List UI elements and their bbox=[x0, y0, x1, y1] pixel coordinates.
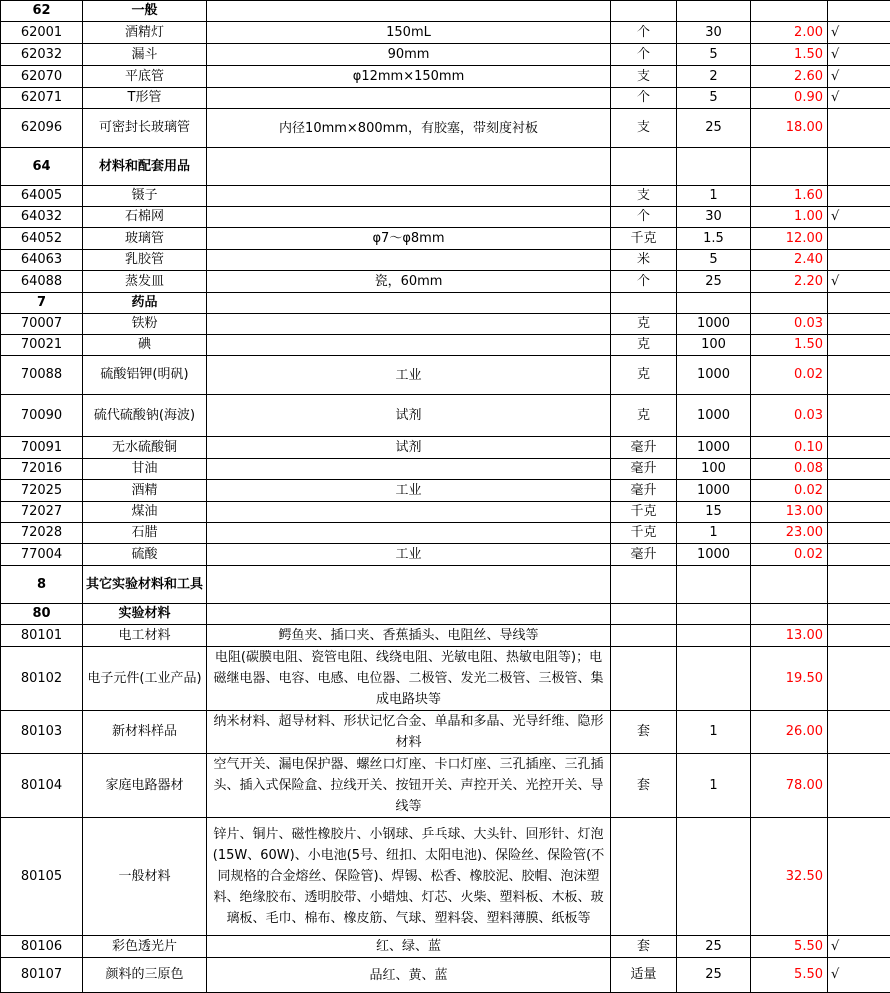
item-check-cell: √ bbox=[828, 936, 890, 958]
item-unit-cell: 千克 bbox=[611, 502, 677, 523]
item-name-cell: 彩色透光片 bbox=[83, 936, 207, 958]
item-qty-cell bbox=[677, 293, 751, 314]
item-check-cell bbox=[828, 544, 890, 566]
item-name-cell: 药品 bbox=[83, 293, 207, 314]
item-unit-cell: 千克 bbox=[611, 523, 677, 544]
category-row bbox=[1, 1, 890, 22]
item-check-cell bbox=[828, 480, 890, 502]
item-code-cell: 70090 bbox=[1, 395, 83, 437]
item-check-cell bbox=[828, 604, 890, 625]
item-check-cell: √ bbox=[828, 958, 890, 993]
table-row bbox=[1, 936, 890, 958]
item-price-cell: 5.50 bbox=[751, 936, 828, 958]
item-unit-cell: 毫升 bbox=[611, 480, 677, 502]
item-name-cell: 甘油 bbox=[83, 459, 207, 480]
item-spec-cell bbox=[207, 88, 611, 109]
table-row bbox=[1, 228, 890, 250]
item-unit-cell: 适量 bbox=[611, 958, 677, 993]
item-spec-cell: 工业 bbox=[207, 480, 611, 502]
item-spec-cell: 鳄鱼夹、插口夹、香蕉插头、电阻丝、导线等 bbox=[207, 625, 611, 647]
item-price-cell: 1.50 bbox=[751, 335, 828, 356]
item-spec-cell: 红、绿、蓝 bbox=[207, 936, 611, 958]
item-code-cell: 64 bbox=[1, 148, 83, 186]
item-qty-cell: 1000 bbox=[677, 544, 751, 566]
item-check-cell bbox=[828, 523, 890, 544]
item-price-cell: 1.00 bbox=[751, 207, 828, 228]
table-row bbox=[1, 818, 890, 936]
item-check-cell bbox=[828, 818, 890, 936]
item-unit-cell: 个 bbox=[611, 22, 677, 44]
item-code-cell: 72016 bbox=[1, 459, 83, 480]
item-qty-cell bbox=[677, 818, 751, 936]
table-row bbox=[1, 22, 890, 44]
item-check-cell bbox=[828, 250, 890, 271]
item-name-cell: 无水硫酸铜 bbox=[83, 437, 207, 459]
item-price-cell: 0.10 bbox=[751, 437, 828, 459]
item-spec-cell: φ7～φ8mm bbox=[207, 228, 611, 250]
item-name-cell: 石棉网 bbox=[83, 207, 207, 228]
item-code-cell: 80 bbox=[1, 604, 83, 625]
item-unit-cell: 克 bbox=[611, 356, 677, 395]
item-unit-cell: 支 bbox=[611, 66, 677, 88]
item-unit-cell bbox=[611, 604, 677, 625]
item-qty-cell: 1000 bbox=[677, 437, 751, 459]
item-unit-cell: 毫升 bbox=[611, 459, 677, 480]
item-qty-cell bbox=[677, 647, 751, 711]
item-code-cell: 64063 bbox=[1, 250, 83, 271]
item-check-cell bbox=[828, 502, 890, 523]
item-price-cell: 0.02 bbox=[751, 544, 828, 566]
table-row bbox=[1, 314, 890, 335]
item-qty-cell: 30 bbox=[677, 207, 751, 228]
item-code-cell: 62070 bbox=[1, 66, 83, 88]
item-qty-cell: 30 bbox=[677, 22, 751, 44]
item-check-cell bbox=[828, 459, 890, 480]
item-code-cell: 77004 bbox=[1, 544, 83, 566]
item-qty-cell: 100 bbox=[677, 335, 751, 356]
item-check-cell bbox=[828, 395, 890, 437]
item-code-cell: 80102 bbox=[1, 647, 83, 711]
item-spec-cell: 品红、黄、蓝 bbox=[207, 958, 611, 993]
item-unit-cell: 米 bbox=[611, 250, 677, 271]
table-row bbox=[1, 356, 890, 395]
item-name-cell: 酒精 bbox=[83, 480, 207, 502]
item-code-cell: 70088 bbox=[1, 356, 83, 395]
item-name-cell: 新材料样品 bbox=[83, 711, 207, 754]
item-spec-cell: 瓷，60mm bbox=[207, 271, 611, 293]
item-spec-cell bbox=[207, 502, 611, 523]
item-spec-cell: 锌片、铜片、磁性橡胶片、小钢球、乒乓球、大头针、回形针、灯泡(15W、60W)、小电池(5号、纽扣、太阳电池)、保险丝、保险管(不同规格的合金熔丝、保险管)、焊锡、松香、橡胶泥、胶帽、泡沫塑料、绝缘胶布、透明胶带、小蜡烛、灯芯、火柴、塑料板、木板、玻璃板、毛巾、棉布、橡皮筋、气球、塑料袋、塑料薄膜、纸板等 bbox=[207, 818, 611, 936]
item-check-cell bbox=[828, 293, 890, 314]
item-unit-cell bbox=[611, 566, 677, 604]
item-check-cell bbox=[828, 314, 890, 335]
item-unit-cell: 克 bbox=[611, 395, 677, 437]
table-row bbox=[1, 271, 890, 293]
item-unit-cell: 个 bbox=[611, 271, 677, 293]
item-spec-cell bbox=[207, 1, 611, 22]
item-qty-cell: 5 bbox=[677, 44, 751, 66]
item-qty-cell: 1000 bbox=[677, 480, 751, 502]
item-spec-cell bbox=[207, 207, 611, 228]
item-spec-cell: 150mL bbox=[207, 22, 611, 44]
item-code-cell: 64032 bbox=[1, 207, 83, 228]
item-qty-cell bbox=[677, 566, 751, 604]
item-name-cell: 硫酸 bbox=[83, 544, 207, 566]
item-code-cell: 80106 bbox=[1, 936, 83, 958]
item-code-cell: 72028 bbox=[1, 523, 83, 544]
item-spec-cell: 试剂 bbox=[207, 395, 611, 437]
item-code-cell: 80105 bbox=[1, 818, 83, 936]
table-row bbox=[1, 958, 890, 993]
item-code-cell: 62096 bbox=[1, 109, 83, 148]
item-name-cell: 电子元件(工业产品) bbox=[83, 647, 207, 711]
item-check-cell: √ bbox=[828, 22, 890, 44]
item-spec-cell bbox=[207, 293, 611, 314]
table-row bbox=[1, 88, 890, 109]
item-name-cell: 碘 bbox=[83, 335, 207, 356]
item-name-cell: 镊子 bbox=[83, 186, 207, 207]
item-spec-cell: 空气开关、漏电保护器、螺丝口灯座、卡口灯座、三孔插座、三孔插头、插入式保险盒、拉线开关、按钮开关、声控开关、光控开关、导线等 bbox=[207, 754, 611, 818]
item-spec-cell: 工业 bbox=[207, 356, 611, 395]
item-qty-cell: 1 bbox=[677, 711, 751, 754]
item-price-cell: 1.60 bbox=[751, 186, 828, 207]
table-row bbox=[1, 711, 890, 754]
category-row bbox=[1, 566, 890, 604]
item-name-cell: 硫代硫酸钠(海波) bbox=[83, 395, 207, 437]
item-qty-cell: 1.5 bbox=[677, 228, 751, 250]
item-check-cell bbox=[828, 356, 890, 395]
item-code-cell: 64052 bbox=[1, 228, 83, 250]
item-code-cell: 7 bbox=[1, 293, 83, 314]
item-code-cell: 70007 bbox=[1, 314, 83, 335]
item-name-cell: 煤油 bbox=[83, 502, 207, 523]
item-code-cell: 70021 bbox=[1, 335, 83, 356]
item-name-cell: 硫酸铝钾(明矾) bbox=[83, 356, 207, 395]
item-code-cell: 80103 bbox=[1, 711, 83, 754]
item-price-cell: 2.40 bbox=[751, 250, 828, 271]
item-price-cell: 5.50 bbox=[751, 958, 828, 993]
item-unit-cell: 个 bbox=[611, 44, 677, 66]
table-row bbox=[1, 186, 890, 207]
item-price-cell: 0.02 bbox=[751, 480, 828, 502]
item-qty-cell: 1 bbox=[677, 523, 751, 544]
item-qty-cell: 100 bbox=[677, 459, 751, 480]
item-code-cell: 8 bbox=[1, 566, 83, 604]
item-check-cell: √ bbox=[828, 271, 890, 293]
item-name-cell: 一般 bbox=[83, 1, 207, 22]
item-spec-cell bbox=[207, 148, 611, 186]
item-unit-cell: 个 bbox=[611, 207, 677, 228]
item-qty-cell: 1 bbox=[677, 186, 751, 207]
item-price-cell: 0.08 bbox=[751, 459, 828, 480]
item-name-cell: T形管 bbox=[83, 88, 207, 109]
item-check-cell bbox=[828, 711, 890, 754]
category-row bbox=[1, 293, 890, 314]
item-spec-cell: 90mm bbox=[207, 44, 611, 66]
item-price-cell: 32.50 bbox=[751, 818, 828, 936]
item-unit-cell: 支 bbox=[611, 186, 677, 207]
item-check-cell bbox=[828, 186, 890, 207]
item-check-cell bbox=[828, 109, 890, 148]
table-row bbox=[1, 625, 890, 647]
item-code-cell: 72027 bbox=[1, 502, 83, 523]
item-check-cell bbox=[828, 754, 890, 818]
item-name-cell: 乳胶管 bbox=[83, 250, 207, 271]
table-row bbox=[1, 647, 890, 711]
item-spec-cell: 试剂 bbox=[207, 437, 611, 459]
item-check-cell bbox=[828, 335, 890, 356]
item-qty-cell bbox=[677, 148, 751, 186]
item-price-cell bbox=[751, 148, 828, 186]
item-name-cell: 平底管 bbox=[83, 66, 207, 88]
item-qty-cell: 5 bbox=[677, 88, 751, 109]
item-name-cell: 漏斗 bbox=[83, 44, 207, 66]
item-unit-cell: 个 bbox=[611, 88, 677, 109]
item-price-cell: 23.00 bbox=[751, 523, 828, 544]
table-row bbox=[1, 66, 890, 88]
item-code-cell: 80104 bbox=[1, 754, 83, 818]
category-row bbox=[1, 604, 890, 625]
item-price-cell bbox=[751, 566, 828, 604]
item-spec-cell: φ12mm×150mm bbox=[207, 66, 611, 88]
category-row bbox=[1, 148, 890, 186]
item-code-cell: 62032 bbox=[1, 44, 83, 66]
item-price-cell bbox=[751, 604, 828, 625]
item-code-cell: 72025 bbox=[1, 480, 83, 502]
item-qty-cell bbox=[677, 625, 751, 647]
item-name-cell: 材料和配套用品 bbox=[83, 148, 207, 186]
item-unit-cell: 克 bbox=[611, 335, 677, 356]
item-check-cell bbox=[828, 437, 890, 459]
item-spec-cell bbox=[207, 566, 611, 604]
item-price-cell: 2.60 bbox=[751, 66, 828, 88]
item-code-cell: 80101 bbox=[1, 625, 83, 647]
item-price-cell: 19.50 bbox=[751, 647, 828, 711]
table-row bbox=[1, 335, 890, 356]
item-spec-cell: 电阻(碳膜电阻、瓷管电阻、线绕电阻、光敏电阻、热敏电阻等)；电磁继电器、电容、电感、电位器、二极管、发光二极管、三极管、集成电路块等 bbox=[207, 647, 611, 711]
item-spec-cell bbox=[207, 186, 611, 207]
item-qty-cell: 1 bbox=[677, 754, 751, 818]
item-code-cell: 64005 bbox=[1, 186, 83, 207]
table-row bbox=[1, 250, 890, 271]
item-price-cell: 1.50 bbox=[751, 44, 828, 66]
item-unit-cell: 毫升 bbox=[611, 437, 677, 459]
item-name-cell: 一般材料 bbox=[83, 818, 207, 936]
item-code-cell: 62001 bbox=[1, 22, 83, 44]
item-name-cell: 其它实验材料和工具 bbox=[83, 566, 207, 604]
item-unit-cell bbox=[611, 818, 677, 936]
item-name-cell: 可密封长玻璃管 bbox=[83, 109, 207, 148]
item-unit-cell: 千克 bbox=[611, 228, 677, 250]
table-row bbox=[1, 480, 890, 502]
item-qty-cell: 5 bbox=[677, 250, 751, 271]
item-spec-cell bbox=[207, 335, 611, 356]
table-row bbox=[1, 109, 890, 148]
item-code-cell: 62 bbox=[1, 1, 83, 22]
item-qty-cell: 1000 bbox=[677, 314, 751, 335]
item-price-cell: 13.00 bbox=[751, 502, 828, 523]
item-spec-cell bbox=[207, 523, 611, 544]
item-name-cell: 玻璃管 bbox=[83, 228, 207, 250]
item-check-cell: √ bbox=[828, 88, 890, 109]
item-price-cell: 0.03 bbox=[751, 395, 828, 437]
table-row bbox=[1, 207, 890, 228]
item-unit-cell bbox=[611, 293, 677, 314]
item-qty-cell: 25 bbox=[677, 958, 751, 993]
item-name-cell: 铁粉 bbox=[83, 314, 207, 335]
item-price-cell: 18.00 bbox=[751, 109, 828, 148]
item-name-cell: 实验材料 bbox=[83, 604, 207, 625]
item-spec-cell bbox=[207, 459, 611, 480]
item-price-cell: 2.20 bbox=[751, 271, 828, 293]
item-price-cell bbox=[751, 1, 828, 22]
item-check-cell bbox=[828, 1, 890, 22]
item-price-cell: 13.00 bbox=[751, 625, 828, 647]
item-code-cell: 80107 bbox=[1, 958, 83, 993]
item-qty-cell bbox=[677, 604, 751, 625]
item-price-cell: 2.00 bbox=[751, 22, 828, 44]
item-unit-cell: 套 bbox=[611, 754, 677, 818]
item-unit-cell bbox=[611, 625, 677, 647]
item-code-cell: 62071 bbox=[1, 88, 83, 109]
item-code-cell: 70091 bbox=[1, 437, 83, 459]
item-check-cell: √ bbox=[828, 66, 890, 88]
item-name-cell: 蒸发皿 bbox=[83, 271, 207, 293]
item-qty-cell: 1000 bbox=[677, 395, 751, 437]
item-price-cell bbox=[751, 293, 828, 314]
item-qty-cell: 25 bbox=[677, 109, 751, 148]
item-spec-cell bbox=[207, 250, 611, 271]
item-price-cell: 78.00 bbox=[751, 754, 828, 818]
item-unit-cell bbox=[611, 647, 677, 711]
table-row bbox=[1, 437, 890, 459]
item-unit-cell: 毫升 bbox=[611, 544, 677, 566]
table-row bbox=[1, 544, 890, 566]
item-qty-cell: 1000 bbox=[677, 356, 751, 395]
item-unit-cell: 克 bbox=[611, 314, 677, 335]
item-check-cell: √ bbox=[828, 207, 890, 228]
item-name-cell: 石腊 bbox=[83, 523, 207, 544]
item-unit-cell bbox=[611, 148, 677, 186]
item-check-cell bbox=[828, 228, 890, 250]
item-check-cell: √ bbox=[828, 44, 890, 66]
item-check-cell bbox=[828, 148, 890, 186]
item-code-cell: 64088 bbox=[1, 271, 83, 293]
item-unit-cell: 套 bbox=[611, 711, 677, 754]
table-row bbox=[1, 502, 890, 523]
item-name-cell: 酒精灯 bbox=[83, 22, 207, 44]
item-qty-cell: 15 bbox=[677, 502, 751, 523]
item-price-cell: 26.00 bbox=[751, 711, 828, 754]
item-check-cell bbox=[828, 647, 890, 711]
item-name-cell: 颜料的三原色 bbox=[83, 958, 207, 993]
item-qty-cell: 25 bbox=[677, 271, 751, 293]
item-unit-cell: 支 bbox=[611, 109, 677, 148]
item-name-cell: 家庭电路器材 bbox=[83, 754, 207, 818]
table-row bbox=[1, 754, 890, 818]
item-spec-cell: 内径10mm×800mm，有胶塞，带刻度衬板 bbox=[207, 109, 611, 148]
item-qty-cell: 25 bbox=[677, 936, 751, 958]
item-price-cell: 0.90 bbox=[751, 88, 828, 109]
item-name-cell: 电工材料 bbox=[83, 625, 207, 647]
item-qty-cell: 2 bbox=[677, 66, 751, 88]
table-row bbox=[1, 523, 890, 544]
table-row bbox=[1, 395, 890, 437]
item-unit-cell: 套 bbox=[611, 936, 677, 958]
item-check-cell bbox=[828, 566, 890, 604]
item-qty-cell bbox=[677, 1, 751, 22]
table-row bbox=[1, 44, 890, 66]
item-spec-cell bbox=[207, 604, 611, 625]
item-price-cell: 0.02 bbox=[751, 356, 828, 395]
item-check-cell bbox=[828, 625, 890, 647]
table-row bbox=[1, 459, 890, 480]
item-spec-cell bbox=[207, 314, 611, 335]
item-price-cell: 12.00 bbox=[751, 228, 828, 250]
item-spec-cell: 工业 bbox=[207, 544, 611, 566]
item-spec-cell: 纳米材料、超导材料、形状记忆合金、单晶和多晶、光导纤维、隐形材料 bbox=[207, 711, 611, 754]
item-unit-cell bbox=[611, 1, 677, 22]
item-price-cell: 0.03 bbox=[751, 314, 828, 335]
